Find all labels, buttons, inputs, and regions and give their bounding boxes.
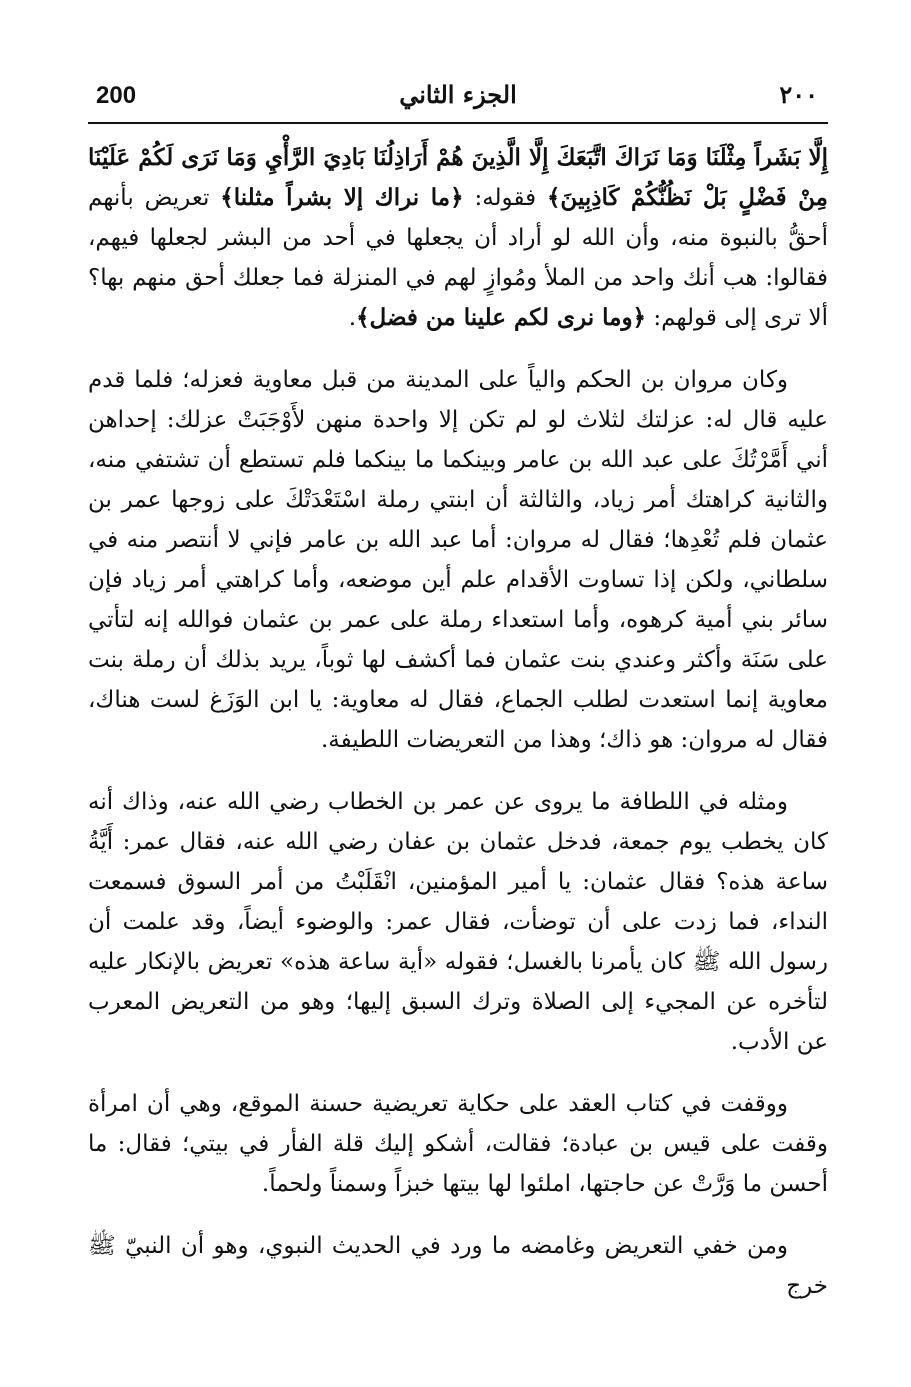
page-header	[88, 78, 828, 124]
paragraph-marwan: وكان مروان بن الحكم والياً على المدينة من قبل معاوية فعزله؛ فلما قدم عليه قال له: عزلتك لثلاث لو لم تكن إلا واحدة منهن لأَوْجَبَتْ عزلك: إحداهن أني أَمَّرْتُكَ على عبد الله بن عامر وبينكما ما بينكما فلم تستطع أن تشتفي منه، والثانية كراهتك أمر زياد، والثالثة أن ابنتي رملة اسْتَعْدَتْكَ على زوجها عمر بن عثمان فلم تُعْدِها؛ فقال له مروان: أما عبد الله بن عامر فإني لا أنتصر منه في سلطاني، ولكن إذا تساوت الأقدام علم أين موضعه، وأما كراهتي أمر زياد فإن سائر بني أمية كرهوه، وأما استعداء رملة على عمر بن عثمان فوالله إنه لتأتي على سَنَة وأكثر وعندي بنت عثمان فما أكشف لها ثوباً، يريد بذلك أن رملة بنت معاوية إنما استعدت لطلب الجماع، فقال له معاوية: يا ابن الوَزَغ لست هناك، فقال له مروان: هو ذاك؛ وهذا من التعريضات اللطيفة.	[88, 367, 828, 753]
paragraph-umar: ومثله في اللطافة ما يروى عن عمر بن الخطاب رضي الله عنه، وذاك أنه كان يخطب يوم جمعة، فدخل عثمان بن عفان رضي الله عنه، فقال عمر: أَيَّةُ ساعة هذه؟ فقال عثمان: يا أمير المؤمنين، انْقَلَبْتُ من أمر السوق فسمعت النداء، فما زدت على أن توضأت، فقال عمر: والوضوء أيضاً، وقد علمت أن رسول الله ﷺ كان يأمرنا بالغسل؛ فقوله «أية ساعة هذه» تعريض بالإنكار عليه لتأخره عن المجيء إلى الصلاة وترك السبق إليها؛ وهو من التعريض المعرب عن الأدب.	[88, 789, 828, 1055]
quran-verse: إِلَّا بَشَراً مِثْلَنَا وَمَا نَرَاكَ اتَّبَعَكَ إِلَّا الَّذِينَ هُمْ أَرَاذِلُنَا بَادِيَ الرَّأْيِ وَمَا نَرَى لَكُمْ عَلَيْنَا مِنْ فَضْلٍ بَلْ نَظُنُّكُمْ كَاذِبِينَ﴾	[88, 144, 828, 211]
paragraph-text: فقوله:	[463, 185, 547, 211]
page-number-arabic: ٢٠٠	[779, 80, 818, 109]
paragraph-text: .	[348, 305, 357, 331]
running-title: الجزء الثاني	[399, 80, 517, 109]
page-body	[88, 138, 828, 1306]
quoted-verse: ﴿ما نراك إلا بشراً مثلنا﴾	[220, 184, 464, 211]
quoted-verse: ﴿وما نرى لكم علينا من فضل﴾	[356, 304, 647, 331]
paragraph-text: تعريض بأنهم أحقُّ بالنبوة منه، وأن الله لو أراد أن يجعلها في أحد من البشر لجعلها فيهم، فقالوا: هب أنك واحد من الملأ ومُوازٍ لهم في المنزلة فما جعلك أحق منهم بها؟ ألا ترى إلى قولهم:	[88, 185, 828, 331]
paragraph-aqd: ووقفت في كتاب العقد على حكاية تعريضية حسنة الموقع، وهي أن امرأة وقفت على قيس بن عبادة؛ فقالت، أشكو إليك قلة الفأر في بيتي؛ فقال: ما أحسن ما وَرَّتْ عن حاجتها، املئوا لها بيتها خبزاً وسمناً ولحماً.	[88, 1091, 828, 1197]
book-page	[88, 78, 828, 1328]
page-number-latin: 200	[96, 82, 137, 109]
paragraph-hadith: ومن خفي التعريض وغامضه ما ورد في الحديث النبوي، وهو أن النبيّ ﷺ خرج	[88, 1233, 828, 1299]
paragraph-quran-commentary	[88, 138, 828, 338]
